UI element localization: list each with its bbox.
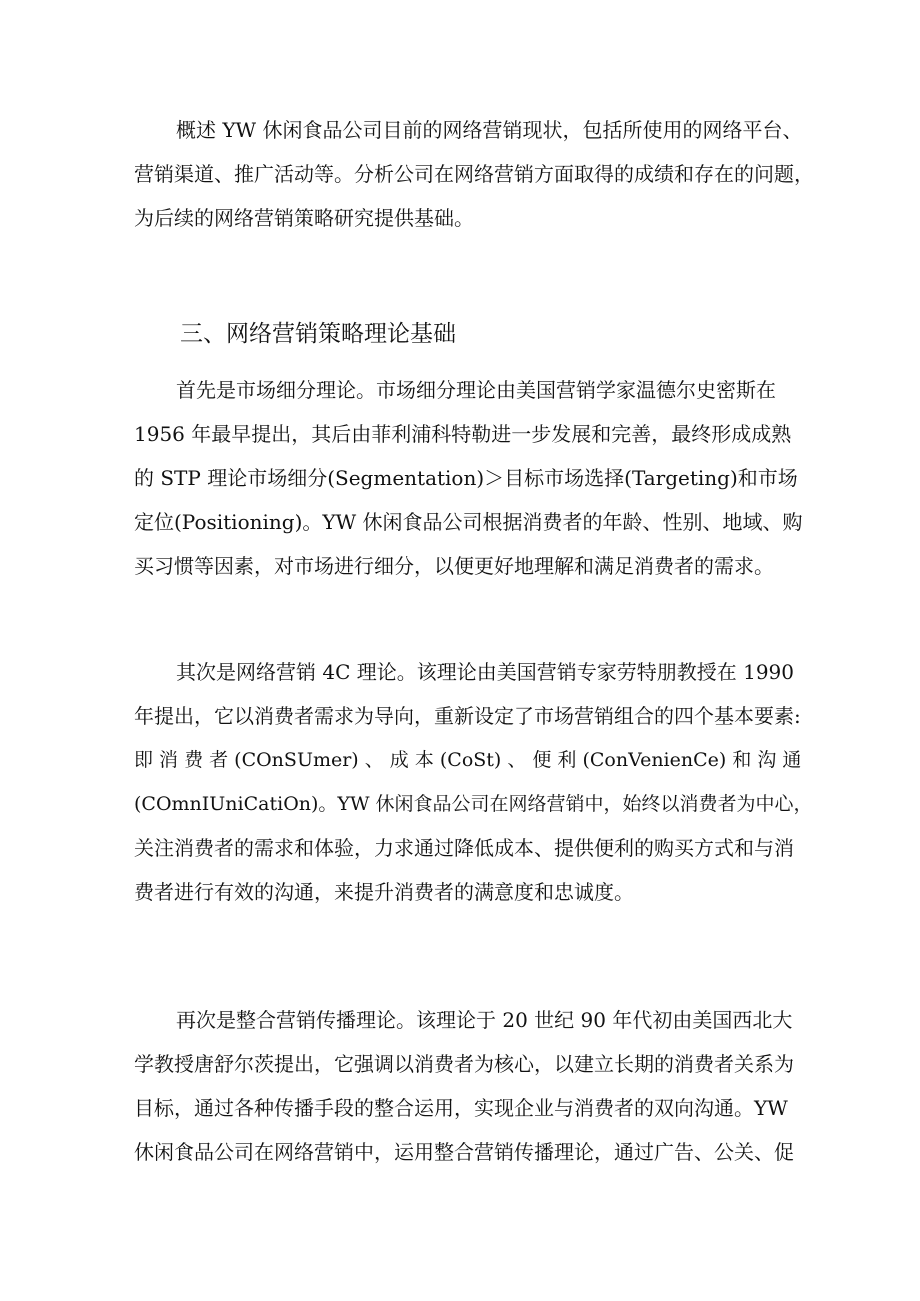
text-line: 目标，通过各种传播手段的整合运用，实现企业与消费者的双向沟通。YW bbox=[134, 1096, 788, 1120]
text-line: 首先是市场细分理论。市场细分理论由美国营销学家温德尔史密斯在 bbox=[176, 378, 776, 402]
intro-paragraph bbox=[134, 108, 814, 240]
section-heading: 三、网络营销策略理论基础 bbox=[180, 321, 456, 347]
text-line: 概述 YW 休闲食品公司目前的网络营销现状，包括所使用的网络平台、 bbox=[176, 118, 803, 142]
text-line: 学教授唐舒尔茨提出，它强调以消费者为核心，以建立长期的消费者关系为 bbox=[134, 1052, 794, 1076]
text-line: 营销渠道、推广活动等。分析公司在网络营销方面取得的成绩和存在的问题， bbox=[134, 162, 814, 186]
text-line: 1956 年最早提出，其后由菲利浦科特勒进一步发展和完善，最终形成成熟 bbox=[134, 422, 792, 446]
text-line: 再次是整合营销传播理论。该理论于 20 世纪 90 年代初由美国西北大 bbox=[176, 1008, 793, 1032]
text-line: 其次是网络营销 4C 理论。该理论由美国营销专家劳特朋教授在 1990 bbox=[176, 660, 794, 684]
segmentation-paragraph bbox=[134, 368, 803, 588]
text-line: 休闲食品公司在网络营销中，运用整合营销传播理论，通过广告、公关、促 bbox=[134, 1140, 794, 1164]
text-line: 定位(Positioning)。YW 休闲食品公司根据消费者的年龄、性别、地域、购 bbox=[134, 510, 803, 534]
text-line: 即 消 费 者 (COnSUmer) 、 成 本 (CoSt) 、 便 利 (ConVenienCe) 和 沟 通 bbox=[134, 749, 802, 771]
text-line: 为后续的网络营销策略研究提供基础。 bbox=[134, 206, 474, 230]
text-line: 关注消费者的需求和体验，力求通过降低成本、提供便利的购买方式和与消 bbox=[134, 836, 794, 860]
text-line: 买习惯等因素，对市场进行细分，以便更好地理解和满足消费者的需求。 bbox=[134, 554, 774, 578]
text-line: 年提出，它以消费者需求为导向，重新设定了市场营销组合的四个基本要素: bbox=[134, 704, 801, 728]
four-c-paragraph bbox=[134, 650, 813, 914]
text-line: (COmnIUniCatiOn)。YW 休闲食品公司在网络营销中，始终以消费者为中心， bbox=[134, 793, 813, 815]
text-line: 的 STP 理论市场细分(Segmentation)＞目标市场选择(Targeting)和市场 bbox=[134, 466, 798, 490]
text-line: 费者进行有效的沟通，来提升消费者的满意度和忠诚度。 bbox=[134, 880, 634, 904]
imc-paragraph bbox=[134, 998, 794, 1174]
